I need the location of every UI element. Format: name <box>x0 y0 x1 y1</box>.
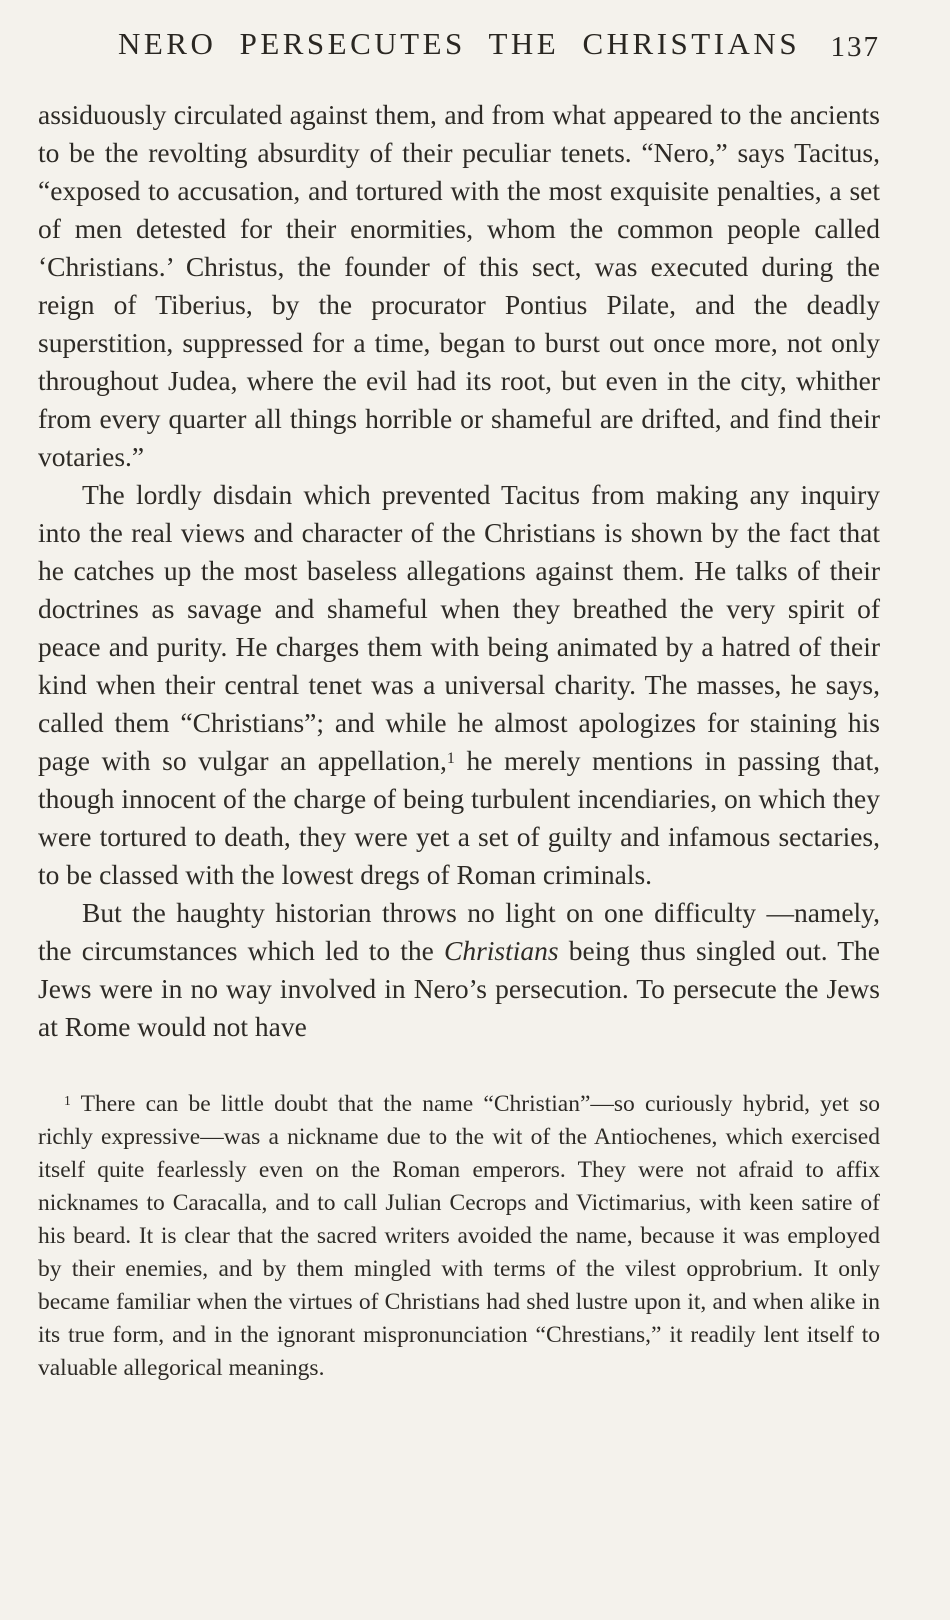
paragraph <box>38 894 880 1046</box>
page-header <box>38 26 880 72</box>
footnote-reference: 1 <box>446 749 455 767</box>
page-number: 137 <box>830 31 880 63</box>
paragraph <box>38 96 880 476</box>
footnote-paragraph <box>38 1088 880 1385</box>
italic-text: Christians <box>444 935 559 966</box>
text-run: But the haughty historian throws no light on one difficulty —namely, the circumstances which led to the <box>38 897 880 966</box>
text-run: assiduously circulated against them, and from what appeared to the ancients to be the revolting absurdity of their peculiar tenets. “Nero,” says Tacitus, “exposed to accusation, and tortured with the most exquisite penalties, a set of men detested for their enormities, whom the common people called ‘Christians.’ Christus, the founder of this sect, was executed during the reign of Tiberius, by the procurator Pontius Pilate, and the deadly superstition, suppressed for a time, began to burst out once more, not only throughout Judea, where the evil had its root, but even in the city, whither from every quarter all things horrible or shameful are drifted, and find their votaries.” <box>38 99 880 472</box>
text-run: The lordly disdain which prevented Tacitus from making any inquiry into the real views and character of the Christians is shown by the fact that he catches up the most baseless allegations against them. He talks of their doctrines as savage and shameful when they breathed the very spirit of peace and purity. He charges them with being animated by a hatred of their kind when their central tenet was a universal charity. The masses, he says, called them “Christians”; and while he almost apologizes for staining his page with so vulgar an appellation, <box>38 479 880 776</box>
paragraph <box>38 476 880 894</box>
body-paragraphs <box>38 96 880 1046</box>
text-run: he merely mentions in passing that, though innocent of the charge of being turbulent incendiaries, on which they were tortured to death, they were yet a set of guilty and infamous sectaries, to be classed with the lowest dregs of Roman criminals. <box>38 745 880 890</box>
text-run: being thus singled out. The Jews were in no way involved in Nero’s persecution. To persecute the Jews at Rome would not have <box>38 935 880 1042</box>
footnote-reference: 1 <box>64 1092 71 1108</box>
footnote <box>38 1088 880 1385</box>
text-run: There can be little doubt that the name “Christian”—so curiously hybrid, yet so richly expressive—was a nickname due to the wit of the Antiochenes, which exercised itself quite fearlessly even on the Roman emperors. They were not afraid to affix nicknames to Caracalla, and to call Julian Cecrops and Victimarius, with keen satire of his beard. It is clear that the sacred writers avoided the name, because it was employed by their enemies, and by them mingled with terms of the vilest opprobrium. It only became familiar when the virtues of Christians had shed lustre upon it, and when alike in its true form, and in the ignorant mispronunciation “Chrestians,” it readily lent itself to valuable allegorical meanings. <box>38 1091 880 1381</box>
running-title: NERO PERSECUTES THE CHRISTIANS <box>117 26 801 61</box>
